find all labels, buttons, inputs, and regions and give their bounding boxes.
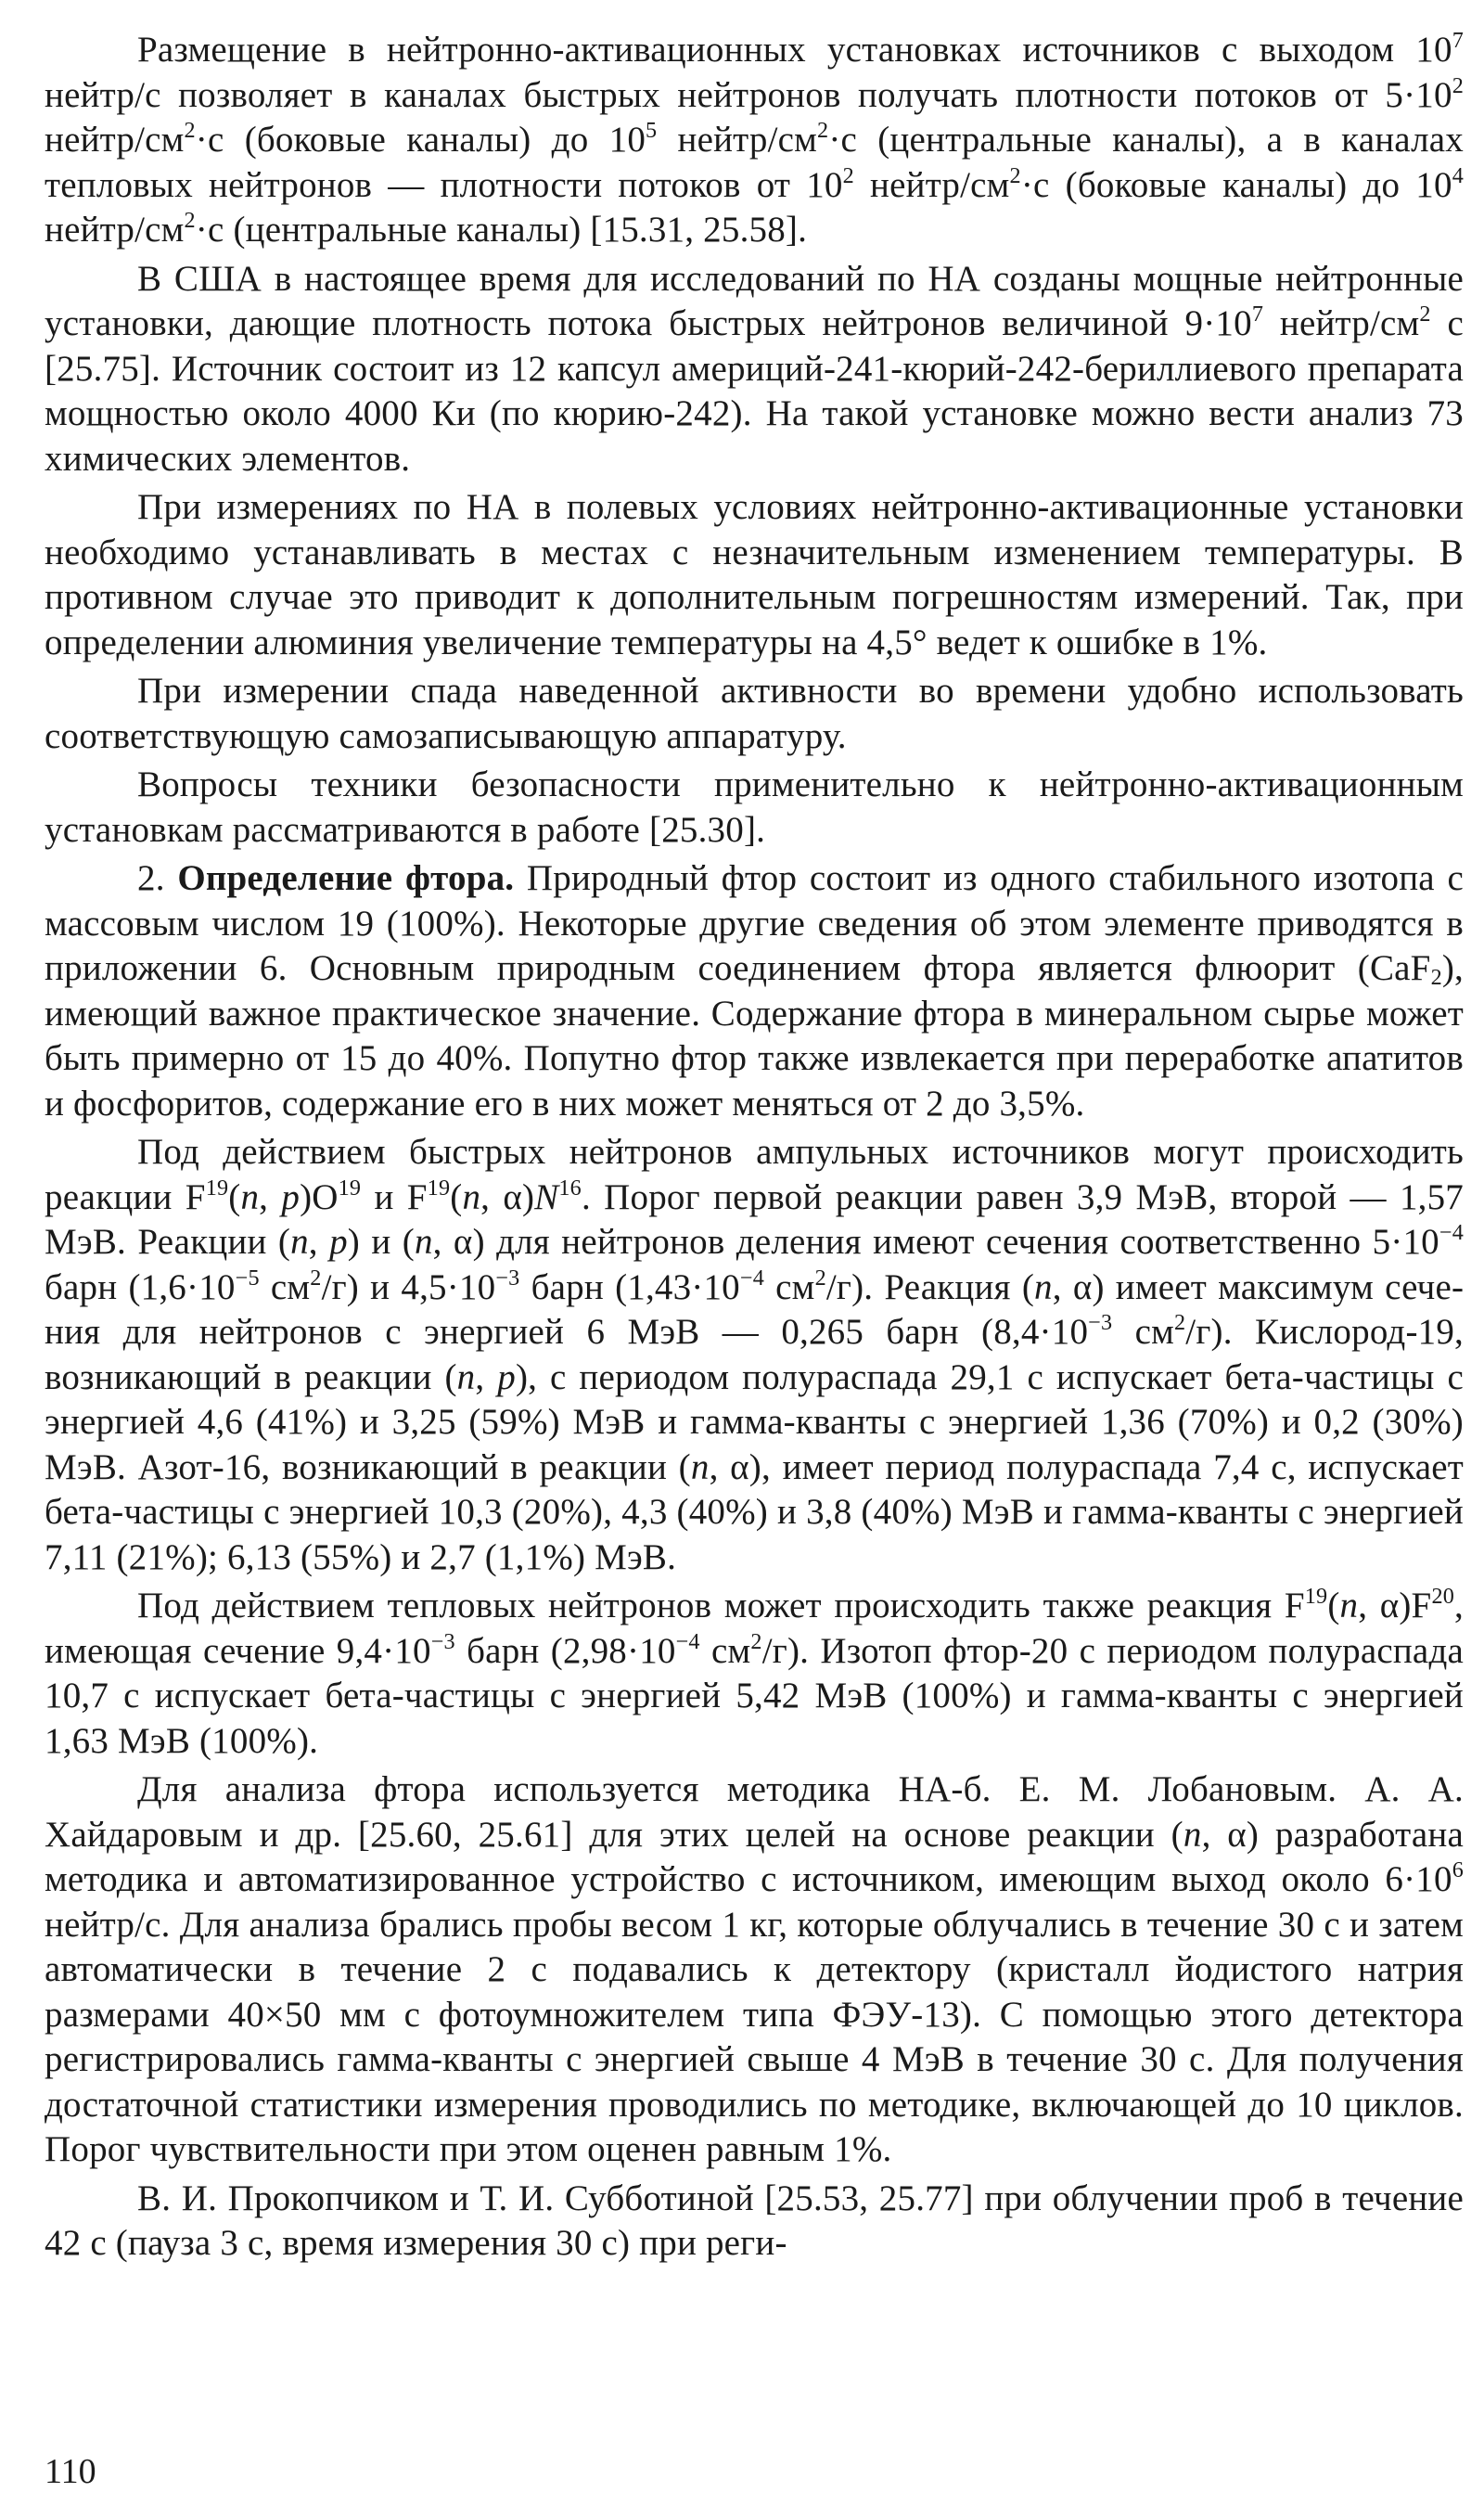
paragraph-thermal-neutron-reactions: Под действием тепловых нейтронов может происходить также реакция $F^{19}(n$, $\alpha)F^{20}$, имеющая сечение $9,4\cdot 10^{-3}$ барн ($2,98\cdot 10^{-4}$ $см^2/г$). Изотоп фтор-20 с периодом полураспада 10,7 с испускает бета-частицы с энергией 5,42 МэВ (100%) и гамма-кванты с энергией 1,63 МэВ (100%). — [45, 1584, 1464, 1761]
paragraph-analysis-method: Для анализа фтора используется методика НА-б. Е. М. Лобановым. А. А. Хайдаровым и др. [25.60, 25.61] для этих целей на основе реакции (n, α) разработана методика и автоматизированное устройство с источником, имеющим выход около $6\cdot 10^6$ нейтр/с. Для анализа брались пробы весом 1 кг, которые облучались в течение 30 с и затем автоматически в течение 2 с подавались к детектору (кристалл йодистого натрия размерами 40×50 мм с фотоумножителем типа ФЭУ-13). С помощью этого детектора регистрировались гамма-кванты с энергией свыше 4 МэВ в течение 30 с. Для получения достаточной статистики измерения проводились по методике, включающей до 10 циклов. Порог чувствительности при этом оценен равным 1%. — [45, 1769, 1464, 2169]
paragraph-fast-neutron-reactions: Под действием быстрых нейтронов ампульных источников могут происходить реакции $F^{19}(n$, $p)O^{19}$ и $F^{19}(n$, $\alpha)N^{16}$. Порог первой реакции равен 3,9 МэВ, второй — 1,57 МэВ. Реакции (n, p) и (n, α) для нейтронов деления имеют сечения соответственно $5\cdot 10^{-4}$ барн ($1,6\cdot 10^{-5}$ $см^2/г$) и $4,5\cdot 10^{-3}$ барн ($1,43\cdot 10^{-4}$ $см^2/г$). Реакция (n, α) имеет максимум сечения для нейтронов с энергией 6 МэВ — 0,265 барн ($8,4\cdot 10^{-3}$ $см^2/г$). Кислород-19, возникающий в реакции (n, p), с периодом полураспада 29,1 с испускает бета-частицы с энергией 4,6 (41%) и 3,25 (59%) МэВ и гамма-кванты с энергией 1,36 (70%) и 0,2 (30%) МэВ. Азот-16, возникающий в реакции (n, α), имеет период полураспада 7,4 с, испускает бета-частицы с энергией 10,3 (20%), 4,3 (40%) и 3,8 (40%) МэВ и гамма-кванты с энергией 7,11 (21%); 6,13 (55%) и 2,7 (1,1%) МэВ. — [45, 1132, 1465, 1577]
paragraph-recording-equipment: При измерении спада наведенной активности во времени удобно использовать соответствующую самозаписывающую аппаратуру. — [45, 671, 1464, 756]
page-number: 110 — [45, 2452, 96, 2491]
paragraph-field-conditions: При измерениях по НА в полевых условиях нейтронно-активационные установки необходимо устанавливать в местах с незначительным изменением температуры. В противном случае это приводит к дополнительным погрешностям измерений. Так, при определении алюминия увеличение температуры на 4,5° ведет к ошибке в 1%. — [45, 487, 1464, 662]
paragraph-fluorine-section: 2. Определение фтора. Природный фтор состоит из одного стабильного изотопа с массовым числом 19 (100%). Некоторые другие сведения об этом элементе приводятся в приложении 6. Основным природным соединением фтора является флюорит (CaF$_2$), имеющий важное практическое значение. Содержание фтора в минеральном сырье может быть примерно от 15 до 40%. Попутно фтор также извлекается при переработке апатитов и фосфоритов, содержание его в них может меняться от 2 до 3,5%. — [45, 858, 1464, 1124]
paragraph-source-placement: Размещение в нейтронно-активационных установках источников с выходом $10^7$ нейтр/с позволяет в каналах быстрых нейтронов получать плотности потоков от $5\cdot 10^2$ нейтр/$см^2\cdot с$ (боковые каналы) до $10^5$ нейтр/$см^2\cdot с$ (центральные каналы), а в каналах тепловых нейтронов — плотности потоков от $10^2$ нейтр/$см^2\cdot с$ (боковые каналы) до $10^4$ нейтр/$см^2\cdot с$ (центральные каналы) [15.31, 25.58]. — [45, 28, 1464, 250]
paragraph-usa-installations: В США в настоящее время для исследований по НА созданы мощные нейтронные установки, дающие плотность потока быстрых нейтронов величиной $9\cdot 10^7$ нейтр/$см^2$ с [25.75]. Источник состоит из 12 капсул америций-241-кюрий-242-бериллиевого препарата мощностью около 4000 Ки (по кюрию-242). На такой установке можно вести анализ 73 химических элементов. — [45, 258, 1464, 479]
paragraph-safety: Вопросы техники безопасности применительно к нейтронно-активационным установкам рассматриваются в работе [25.30]. — [45, 764, 1464, 850]
paragraph-prokopchik-subbotina: В. И. Прокопчиком и Т. И. Субботиной [25.53, 25.77] при облучении проб в течение 42 с (пауза 3 с, время измерения 30 с) при реги- — [45, 2178, 1464, 2263]
book-page — [45, 28, 1464, 2270]
